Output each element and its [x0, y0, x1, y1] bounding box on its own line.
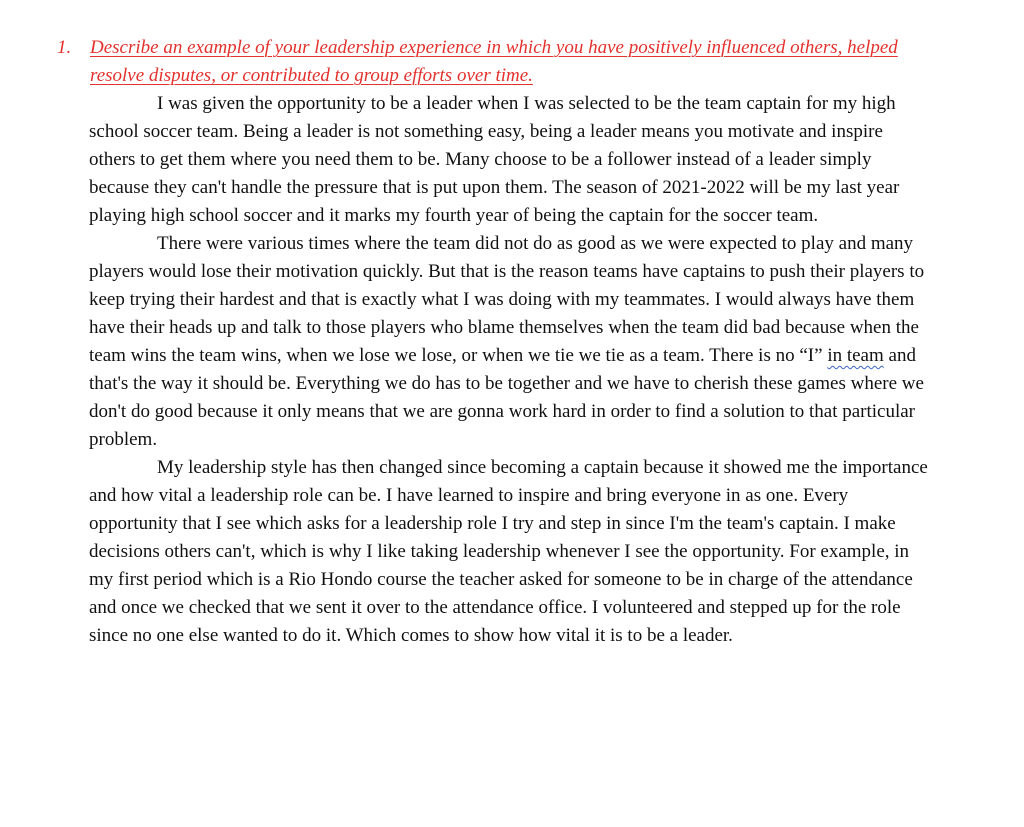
answer-paragraph-3: My leadership style has then changed since becoming a captain because it showed me the importance and how vital a leadership role can be. I have learned to inspire and bring everyone in as one. Every opportunity that I see which asks for a leadership role I try and step in since I'm the team's captain. I make decisions others can't, which is why I like taking leadership whenever I see the opportunity. For example, in my first period which is a Rio Hondo course the teacher asked for someone to be in charge of the attendance and once we checked that we sent it over to the attendance office. I volunteered and stepped up for the role since no one else wanted to do it. Which comes to show how vital it is to be a leader. — [89, 457, 928, 646]
answer-body — [89, 90, 929, 650]
answer-paragraph-2 — [89, 230, 929, 454]
paragraph-2-text-start: There were various times where the team did not do as good as we were expected to play and many players would lose their motivation quickly. But that is the reason teams have captains to push their players to keep trying their hardest and that is exactly what I was doing with my teammates. I would always have them have their heads up and talk to those players who blame themselves when the team did bad because when the team wins the team wins, when we lose we lose, or when we tie we tie as a team. There is no “I” — [89, 233, 925, 366]
question-text: Describe an example of your leadership experience in which you have positively influenced others, helped resolve disputes, or contributed to group efforts over time. — [90, 37, 898, 86]
spellcheck-flagged-phrase[interactable]: in team — [827, 345, 884, 366]
question-number: 1. — [57, 37, 72, 58]
answer-paragraph-1: I was given the opportunity to be a leader when I was selected to be the team captain for my high school soccer team. Being a leader is not something easy, being a leader means you motivate and inspire others to get them where you need them to be. Many choose to be a follower instead of a leader simply because they can't handle the pressure that is put upon them. The season of 2021-2022 will be my last year playing high school soccer and it marks my fourth year of being the captain for the soccer team. — [89, 93, 900, 226]
paragraph-2-text-end: and that's the way it should be. Everything we do has to be together and we have to cherish these games where we don't do good because it only means that we are gonna work hard in order to find a solution to that particular problem. — [89, 345, 924, 450]
